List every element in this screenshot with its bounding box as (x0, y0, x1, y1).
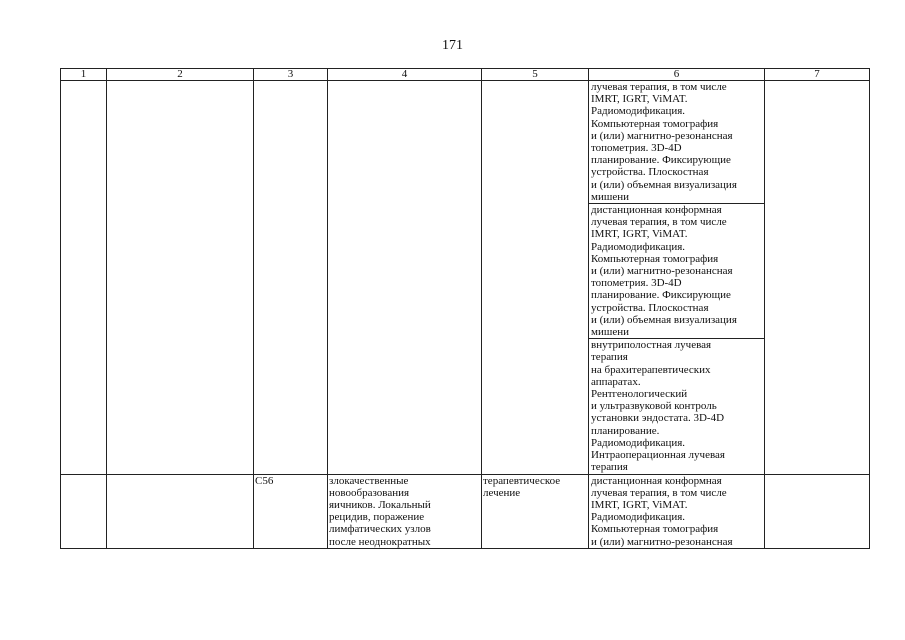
treatment-method-cell: дистанционная конформная лучевая терапия, в том числе IMRT, IGRT, ViMAT. Радиомодификация. Компьютерная томография и (или) магнитно-резонансная (589, 474, 765, 548)
cell-col2 (107, 474, 254, 548)
medical-care-table (60, 68, 870, 549)
cell-col7 (765, 81, 870, 475)
cell-col7 (765, 474, 870, 548)
treatment-method: внутриполостная лучевая терапия на брахитерапевтических аппаратах. Рентгенологический и ультразвуковой контроль установки эндостата. 3D-4D планирование. Радиомодификация. Интраоперационная лучевая терапия (589, 338, 764, 473)
cell-col3 (254, 81, 328, 475)
diagnosis-cell: злокачественные новообразования яичников. Локальный рецидив, поражение лимфатических узлов после неоднократных (328, 474, 482, 548)
treatment-methods-cell (589, 81, 765, 475)
column-header-3: 3 (254, 69, 328, 81)
treatment-type-cell: терапевтическое лечение (482, 474, 589, 548)
icd-code-cell: C56 (254, 474, 328, 548)
cell-col2 (107, 81, 254, 475)
table-row (61, 81, 870, 475)
column-header-6: 6 (589, 69, 765, 81)
column-header-1: 1 (61, 69, 107, 81)
column-number-row (61, 69, 870, 81)
column-header-2: 2 (107, 69, 254, 81)
page-number: 171 (442, 38, 463, 53)
cell-col1 (61, 474, 107, 548)
column-header-7: 7 (765, 69, 870, 81)
cell-col4 (328, 81, 482, 475)
cell-col5 (482, 81, 589, 475)
column-header-5: 5 (482, 69, 589, 81)
table-row (61, 474, 870, 548)
column-header-4: 4 (328, 69, 482, 81)
cell-col1 (61, 81, 107, 475)
treatment-method: лучевая терапия, в том числе IMRT, IGRT, ViMAT. Радиомодификация. Компьютерная томография и (или) магнитно-резонансная топометрия. 3D-4D планирование. Фиксирующие устройства. Плоскостная и (или) объемная визуализация мишени (591, 81, 737, 203)
treatment-method: дистанционная конформная лучевая терапия, в том числе IMRT, IGRT, ViMAT. Радиомодификация. Компьютерная томография и (или) магнитно-резонансная топометрия. 3D-4D планирование. Фиксирующие устройства. Плоскостная и (или) объемная визуализация мишени (589, 203, 764, 338)
